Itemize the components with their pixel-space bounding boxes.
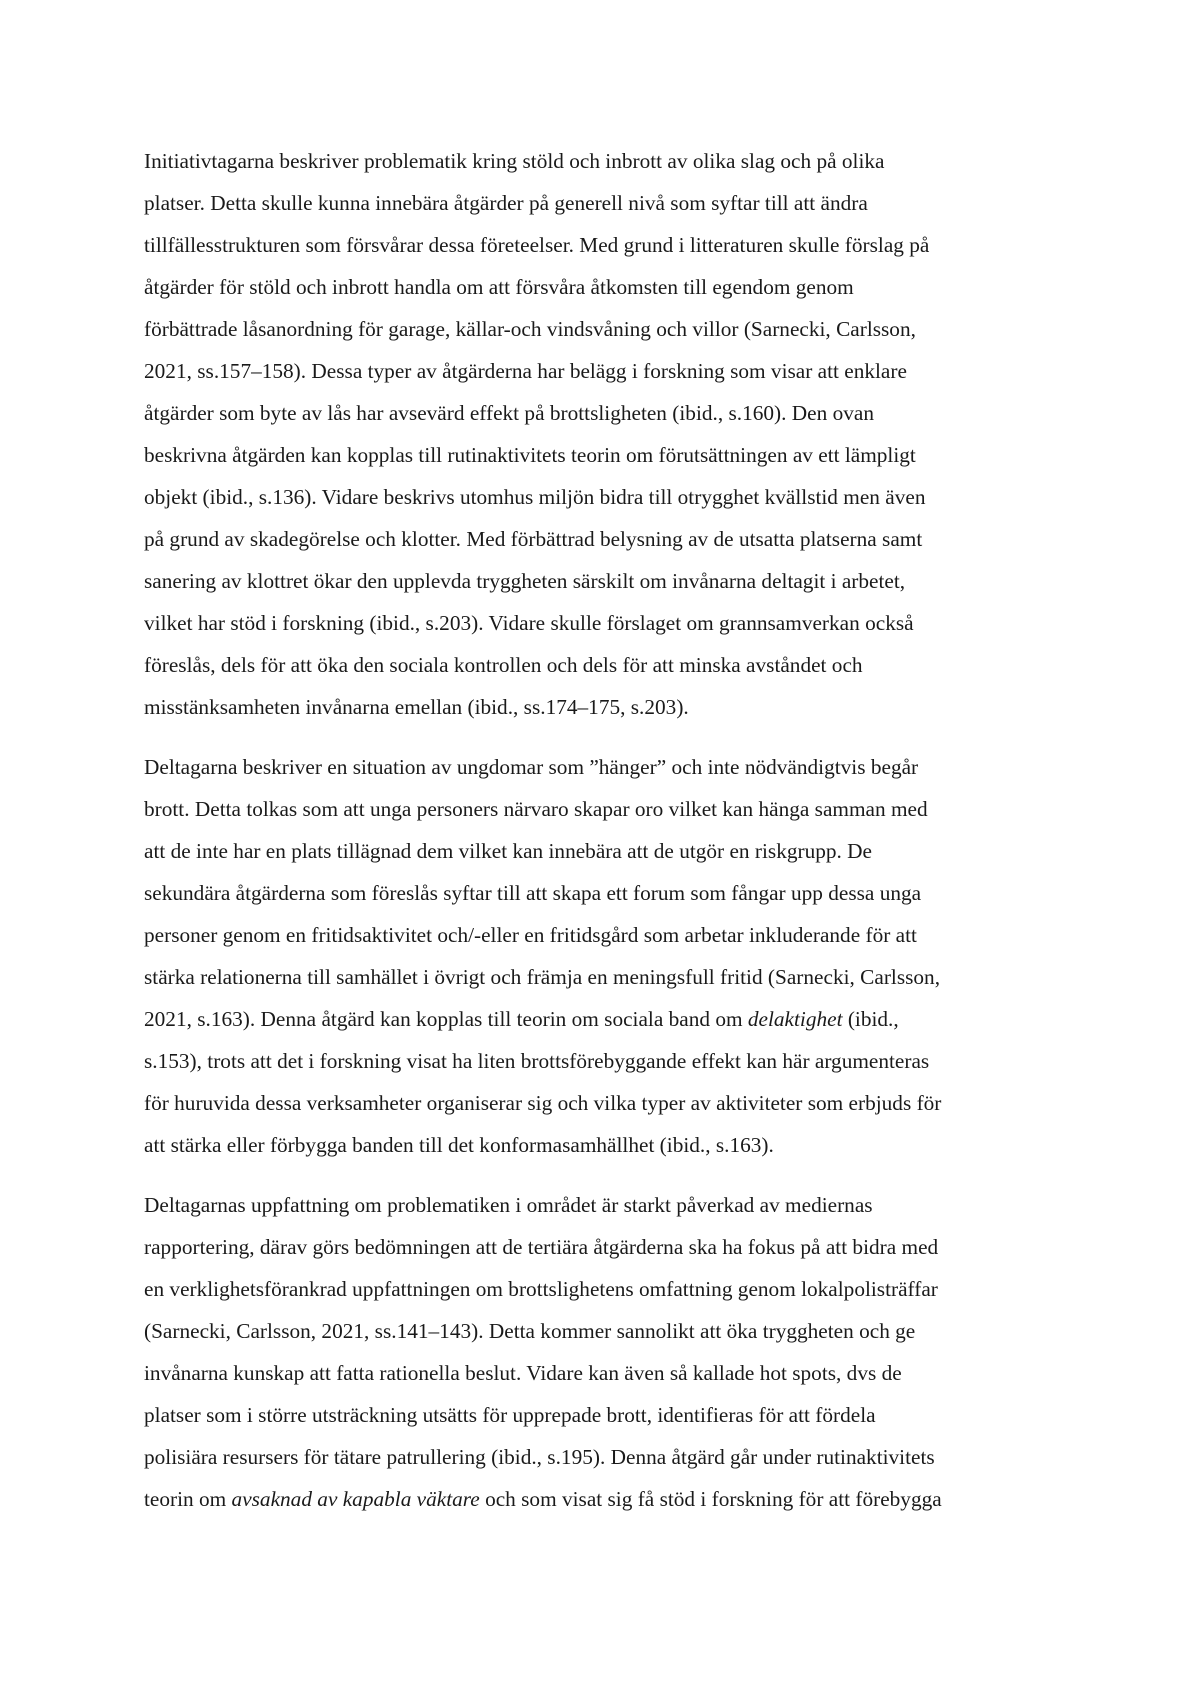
text-run: och som visat sig få stöd i forskning för att förebygga — [479, 1487, 942, 1511]
text-line: för huruvida dessa verksamheter organiserar sig och vilka typer av aktiviteter som erbjuds för — [144, 1091, 942, 1115]
text-line: sekundära åtgärderna som föreslås syftar till att skapa ett forum som fångar upp dessa unga — [144, 881, 922, 905]
text-line: tillfällesstrukturen som försvårar dessa företeelser. Med grund i litteraturen skulle förslag på — [144, 233, 930, 257]
text-line: att stärka eller förbygga banden till det konformasamhällhet (ibid., s.163). — [144, 1133, 774, 1157]
text-run: 2021, s.163). Denna åtgärd kan kopplas till teorin om sociala band om — [144, 1007, 748, 1031]
text-line: platser som i större utsträckning utsätts för upprepade brott, identifieras för att fördela — [144, 1403, 876, 1427]
text-line: Initiativtagarna beskriver problematik kring stöld och inbrott av olika slag och på olika — [144, 149, 885, 173]
paragraph — [144, 746, 1074, 1166]
text-run: (ibid., — [842, 1007, 899, 1031]
text-line: Deltagarna beskriver en situation av ungdomar som ”hänger” och inte nödvändigtvis begår — [144, 755, 919, 779]
italic-term: delaktighet — [747, 1007, 843, 1031]
text-line: vilket har stöd i forskning (ibid., s.203). Vidare skulle förslaget om grannsamverkan också — [144, 611, 914, 635]
text-line: på grund av skadegörelse och klotter. Med förbättrad belysning av de utsatta platserna samt — [144, 527, 923, 551]
paragraph — [144, 1184, 1074, 1520]
text-line: rapportering, därav görs bedömningen att de tertiära åtgärderna ska ha fokus på att bidra med — [144, 1235, 939, 1259]
text-line: att de inte har en plats tillägnad dem vilket kan innebära att de utgör en riskgrupp. De — [144, 839, 873, 863]
paragraph — [144, 140, 1074, 728]
text-line: personer genom en fritidsaktivitet och/-eller en fritidsgård som arbetar inkluderande för att — [144, 923, 917, 947]
text-line: invånarna kunskap att fatta rationella beslut. Vidare kan även så kallade hot spots, dvs de — [144, 1361, 902, 1385]
text-line: åtgärder för stöld och inbrott handla om att försvåra åtkomsten till egendom genom — [144, 275, 854, 299]
text-line: stärka relationerna till samhället i övrigt och främja en meningsfull fritid (Sarnecki, Carlsson, — [144, 965, 941, 989]
text-line: beskrivna åtgärden kan kopplas till rutinaktivitets teorin om förutsättningen av ett lämpligt — [144, 443, 916, 467]
text-line: en verklighetsförankrad uppfattningen om brottslighetens omfattning genom lokalpolisträffar — [144, 1277, 938, 1301]
text-line: objekt (ibid., s.136). Vidare beskrivs utomhus miljön bidra till otrygghet kvällstid men även — [144, 485, 926, 509]
text-line — [144, 998, 1074, 1040]
text-line: platser. Detta skulle kunna innebära åtgärder på generell nivå som syftar till att ändra — [144, 191, 868, 215]
text-line: föreslås, dels för att öka den sociala kontrollen och dels för att minska avståndet och — [144, 653, 863, 677]
text-run: teorin om — [144, 1487, 232, 1511]
text-line: åtgärder som byte av lås har avsevärd effekt på brottsligheten (ibid., s.160). Den ovan — [144, 401, 874, 425]
text-line: förbättrade låsanordning för garage, källar-och vindsvåning och villor (Sarnecki, Carlsson, — [144, 317, 916, 341]
text-line: 2021, ss.157–158). Dessa typer av åtgärderna har belägg i forskning som visar att enklare — [144, 359, 907, 383]
text-line: brott. Detta tolkas som att unga personers närvaro skapar oro vilket kan hänga samman med — [144, 797, 928, 821]
text-line: Deltagarnas uppfattning om problematiken i området är starkt påverkad av mediernas — [144, 1193, 873, 1217]
document-body — [144, 140, 1074, 1538]
text-line — [144, 1478, 1074, 1520]
italic-term: avsaknad av kapabla väktare — [231, 1487, 480, 1511]
text-line: (Sarnecki, Carlsson, 2021, ss.141–143). Detta kommer sannolikt att öka tryggheten och ge — [144, 1319, 916, 1343]
text-line: sanering av klottret ökar den upplevda tryggheten särskilt om invånarna deltagit i arbetet, — [144, 569, 906, 593]
text-line: s.153), trots att det i forskning visat ha liten brottsförebyggande effekt kan här argumenteras — [144, 1049, 930, 1073]
text-line: polisiära resursers för tätare patrullering (ibid., s.195). Denna åtgärd går under rutinaktivitets — [144, 1445, 935, 1469]
text-line: misstänksamheten invånarna emellan (ibid., ss.174–175, s.203). — [144, 695, 689, 719]
